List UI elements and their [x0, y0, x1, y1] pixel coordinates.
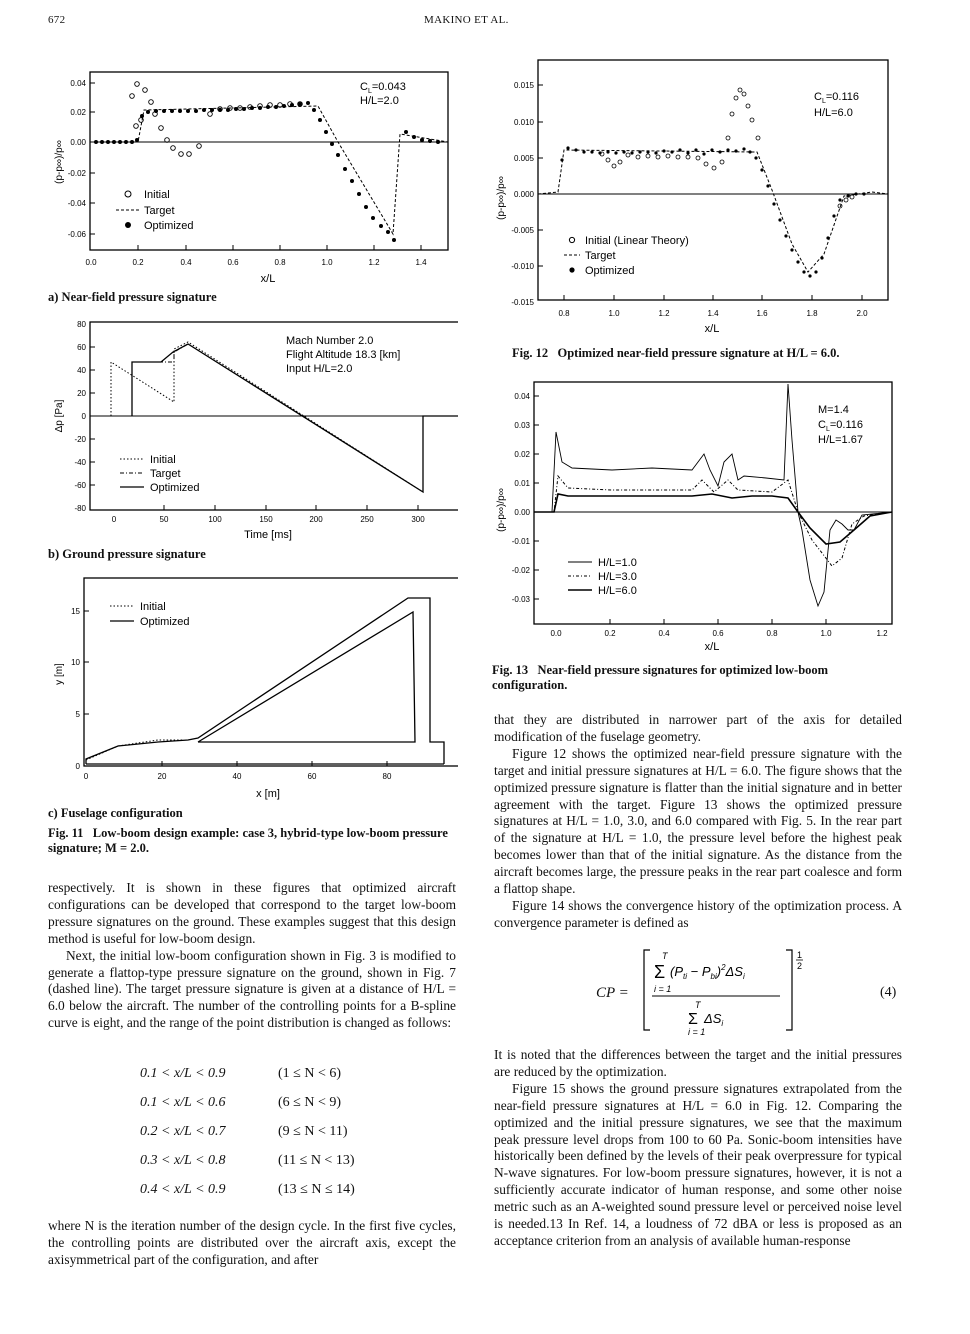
fig11c-chart — [48, 574, 458, 804]
legend-optimized: Optimized — [150, 482, 200, 494]
fig13-chart — [492, 380, 902, 660]
fig11b-subcaption: b) Ground pressure signature — [48, 547, 206, 561]
fig12-caption: Fig. 12 Optimized near-field pressure signature at H/L = 6.0. — [512, 346, 840, 360]
xtick: 1.2 — [368, 258, 380, 267]
svg-text:0: 0 — [81, 412, 86, 421]
svg-text:-0.03: -0.03 — [511, 595, 530, 604]
paragraph: where N is the iteration number of the design cycle. In the first five cycles, the controlling points are distributed over the aircraft axis, except the axisymmetrical part of the configuration, and after — [48, 1218, 456, 1267]
svg-text:H/L=1.67: H/L=1.67 — [818, 434, 863, 446]
svg-text:300: 300 — [411, 515, 425, 524]
svg-text:Input H/L=2.0: Input H/L=2.0 — [286, 363, 353, 375]
legend-target: Target — [585, 250, 616, 262]
svg-text:(Pti − Pbi)2ΔSi: $(P_{ti} - P_{bi})^2\Delta S_i$ — [670, 963, 745, 981]
legend-target: Target — [144, 205, 175, 217]
legend-initial: Initial — [150, 454, 176, 466]
svg-text:0: 0 — [75, 762, 80, 771]
svg-text:Flight Altitude 18.3 [km]: Flight Altitude 18.3 [km] — [286, 349, 401, 361]
right-column-text-2 — [494, 1047, 902, 1250]
paragraph: It is noted that the differences between the target and the initial pressures are reduced by the optimization. — [494, 1047, 902, 1079]
legend-initial: Initial — [140, 601, 166, 613]
svg-text:1.0: 1.0 — [608, 309, 620, 318]
svg-text:0: 0 — [83, 772, 89, 781]
svg-text:20: 20 — [157, 772, 167, 781]
svg-text:0.015: 0.015 — [513, 81, 534, 90]
legend-initial: Initial — [144, 189, 170, 201]
svg-text:150: 150 — [259, 515, 273, 524]
paragraph: Figure 14 shows the convergence history of the optimization process. A convergence parameter is defined as — [494, 897, 902, 930]
ytick: -0.04 — [67, 199, 86, 208]
svg-text:0.000: 0.000 — [513, 190, 534, 199]
legend-hl1: H/L=1.0 — [598, 557, 637, 569]
fig11-caption: Fig. 11 Low-boom design example: case 3, hybrid-type low-boom pressure signature; M = 2.0. — [48, 826, 448, 855]
svg-text:M=1.4: M=1.4 — [818, 404, 849, 416]
legend-optimized: Optimized — [144, 220, 194, 232]
legend-target: Target — [150, 468, 181, 480]
paragraph: that they are distributed in narrower part of the axis for detailed modification of the fuselage geometry. — [494, 712, 902, 744]
svg-text:80: 80 — [77, 320, 86, 329]
page-number: 672 — [48, 14, 66, 26]
legend-hl3: H/L=3.0 — [598, 571, 637, 583]
left-column-text — [48, 880, 456, 1032]
x-axis-label: x [m] — [256, 788, 280, 800]
x-axis-label: x/L — [704, 641, 720, 653]
ytick: -0.02 — [67, 169, 86, 178]
svg-text:0.6: 0.6 — [712, 629, 724, 638]
svg-text:10: 10 — [71, 658, 80, 667]
x-axis-label: x/L — [704, 323, 720, 335]
svg-text:40: 40 — [77, 366, 86, 375]
fig12-chart — [492, 58, 902, 338]
svg-text:0.04: 0.04 — [514, 392, 530, 401]
xtick: 0.4 — [180, 258, 192, 267]
svg-text:CL=0.116: $C_L=0.116$ — [818, 419, 863, 433]
svg-text:0.01: 0.01 — [514, 479, 530, 488]
svg-text:0.005: 0.005 — [513, 154, 534, 163]
svg-text:0.0: 0.0 — [550, 629, 562, 638]
svg-text:0.02: 0.02 — [514, 450, 530, 459]
y-axis-label: (p-p∞)/p∞ — [496, 176, 507, 220]
equation-4 — [640, 944, 810, 1036]
svg-text:0.2: 0.2 — [604, 629, 616, 638]
svg-text:15: 15 — [71, 607, 80, 616]
running-title: MAKINO ET AL. — [424, 14, 509, 26]
fig11a-chart — [48, 62, 458, 292]
y-axis-label: (p-p∞)/p∞ — [496, 488, 507, 532]
legend-optimized: Optimized — [140, 616, 190, 628]
svg-text:i = 1: i = 1 — [688, 1027, 706, 1036]
paragraph: Figure 12 shows the optimized near-field pressure signature with the target and initial pressure signatures at H/L = 6.0. The figure shows that the optimized pressure signature is flatter than the initial signature and in better agreement with the target. Figure 13 shows the optimized pressure signatures at H/L = 1.0, 3.0, and 6.0 compared with Fig. 5. In the rear part of the signature at H/L = 1.0, the pressure level before the highest peak becomes lower than that of the initial signature. As the distance from the aircraft becomes large, the pressure peaks in the rear part coalesce and form a flattop shape. — [494, 745, 902, 897]
svg-text:1.2: 1.2 — [658, 309, 670, 318]
svg-text:0.8: 0.8 — [558, 309, 570, 318]
svg-text:0.8: 0.8 — [766, 629, 778, 638]
ytick: 0.02 — [70, 108, 86, 117]
legend-hl6: H/L=6.0 — [598, 585, 637, 597]
ytick: -0.06 — [67, 230, 86, 239]
svg-text:Mach Number 2.0: Mach Number 2.0 — [286, 335, 374, 347]
svg-text:1: 1 — [797, 950, 803, 960]
ytick: 0.04 — [70, 79, 86, 88]
svg-text:CL=0.116: $C_L=0.116$ — [814, 91, 859, 105]
right-column-text — [494, 712, 902, 932]
y-axis-label: (p-p∞)/p∞ — [54, 140, 65, 184]
svg-text:-80: -80 — [74, 504, 86, 513]
svg-text:Σ: Σ — [654, 962, 666, 982]
fig11c-subcaption: c) Fuselage configuration — [48, 806, 183, 820]
y-axis-label: y [m] — [54, 663, 65, 685]
svg-text:5: 5 — [75, 710, 80, 719]
svg-text:-0.02: -0.02 — [511, 566, 530, 575]
svg-text:H/L=6.0: H/L=6.0 — [814, 107, 853, 119]
xtick: 1.4 — [415, 258, 427, 267]
svg-text:0: 0 — [111, 515, 117, 524]
svg-text:Σ: Σ — [688, 1011, 698, 1028]
svg-text:0.010: 0.010 — [513, 118, 534, 127]
xtick: 0.6 — [227, 258, 239, 267]
legend-initial: Initial (Linear Theory) — [585, 235, 689, 247]
svg-text:40: 40 — [232, 772, 242, 781]
fig13-caption: Fig. 13 Near-field pressure signatures for optimized low-boom configuration. — [492, 663, 829, 692]
x-axis-label: x/L — [260, 273, 276, 285]
xtick: 0.8 — [274, 258, 286, 267]
paragraph: Figure 15 shows the ground pressure signatures extrapolated from the near-field pressure signatures at H/L = 6.0 in Fig. 12. Comparing the optimized and the initial pressure signatures, we see that the maximum peak pressure level drops from 100 to 60 Pa. Sonic-boom intensities have historically been defined by the levels of their peak overpressure for typical N-wave signatures. For low-boom pressure signatures, however, it is not a sufficiently accurate indicator of human response, and some other noise metric such as an A-weighted sound pressure level or perceived noise level is needed.13 In Ref. 14, a loudness of 72 dBA or less is proposed as an acceptance criterion from an analysis of available human-response — [494, 1080, 902, 1248]
svg-text:1.2: 1.2 — [876, 629, 888, 638]
svg-text:250: 250 — [360, 515, 374, 524]
ytick: 0.00 — [70, 138, 86, 147]
xtick: 1.0 — [321, 258, 333, 267]
paragraph: Next, the initial low-boom configuration shown in Fig. 3 is modified to generate a flattop-type pressure signature on the ground, shown in Fig. 7 (dashed line). The target pressure signature is given at a distance of H/L = 6.0 below the aircraft. The number of the controlling points for a B-spline curve is eight, and the range of the point distribution is changed as follows: — [48, 947, 456, 1031]
svg-text:CL=0.043: $C_L=0.043$ — [360, 81, 406, 95]
svg-text:T: T — [695, 1000, 701, 1010]
annotation: H/L=2.0 — [360, 95, 399, 107]
fig11a-subcaption: a) Near-field pressure signature — [48, 290, 217, 304]
xtick: 0.2 — [132, 258, 144, 267]
svg-text:60: 60 — [77, 343, 86, 352]
svg-text:1.8: 1.8 — [806, 309, 818, 318]
legend-optimized: Optimized — [585, 265, 635, 277]
distribution-conditions: 0.1 < x/L < 0.9 (1 ≤ N < 6) 0.1 < x/L < 0.6 (6 ≤ N < 9) 0.2 < x/L < 0.7 (9 ≤ N < 11) 0.3 < x/L < 0.8 (11 ≤ N < 13) 0.4 < x/L < 0.9 (13 ≤ N ≤ 14) — [140, 1066, 355, 1197]
svg-text:0.4: 0.4 — [658, 629, 670, 638]
svg-text:-0.015: -0.015 — [511, 298, 534, 307]
svg-text:-40: -40 — [74, 458, 86, 467]
svg-text:T: T — [662, 951, 668, 961]
svg-text:2: 2 — [797, 961, 803, 971]
svg-text:0.03: 0.03 — [514, 421, 530, 430]
svg-text:60: 60 — [307, 772, 317, 781]
svg-text:1.0: 1.0 — [820, 629, 832, 638]
svg-text:i = 1: i = 1 — [654, 984, 672, 994]
svg-text:-0.01: -0.01 — [511, 537, 530, 546]
svg-text:1.4: 1.4 — [707, 309, 719, 318]
svg-text:50: 50 — [159, 515, 169, 524]
svg-text:0.00: 0.00 — [514, 508, 530, 517]
equation-lhs: CP = — [596, 985, 629, 1001]
svg-text:-20: -20 — [74, 435, 86, 444]
fig11b-chart — [48, 316, 458, 546]
xtick: 0.0 — [85, 258, 97, 267]
svg-text:-0.005: -0.005 — [511, 226, 534, 235]
svg-text:ΔSi: $\Delta S_i$ — [704, 1011, 724, 1028]
x-axis-label: Time [ms] — [244, 529, 292, 541]
paragraph: respectively. It is shown in these figures that optimized aircraft configurations can be developed that correspond to the target low-boom pressure signatures on the ground. These examples suggest that this design method is useful for low-boom design. — [48, 880, 456, 946]
svg-text:80: 80 — [382, 772, 392, 781]
svg-text:-0.010: -0.010 — [511, 262, 534, 271]
svg-text:200: 200 — [309, 515, 323, 524]
equation-number: (4) — [880, 985, 897, 1000]
y-axis-label: Δp [Pa] — [54, 399, 65, 433]
svg-text:2.0: 2.0 — [856, 309, 868, 318]
svg-text:20: 20 — [77, 389, 86, 398]
svg-text:1.6: 1.6 — [756, 309, 768, 318]
svg-text:-60: -60 — [74, 481, 86, 490]
svg-text:100: 100 — [208, 515, 222, 524]
left-column-text-end — [48, 1218, 456, 1269]
